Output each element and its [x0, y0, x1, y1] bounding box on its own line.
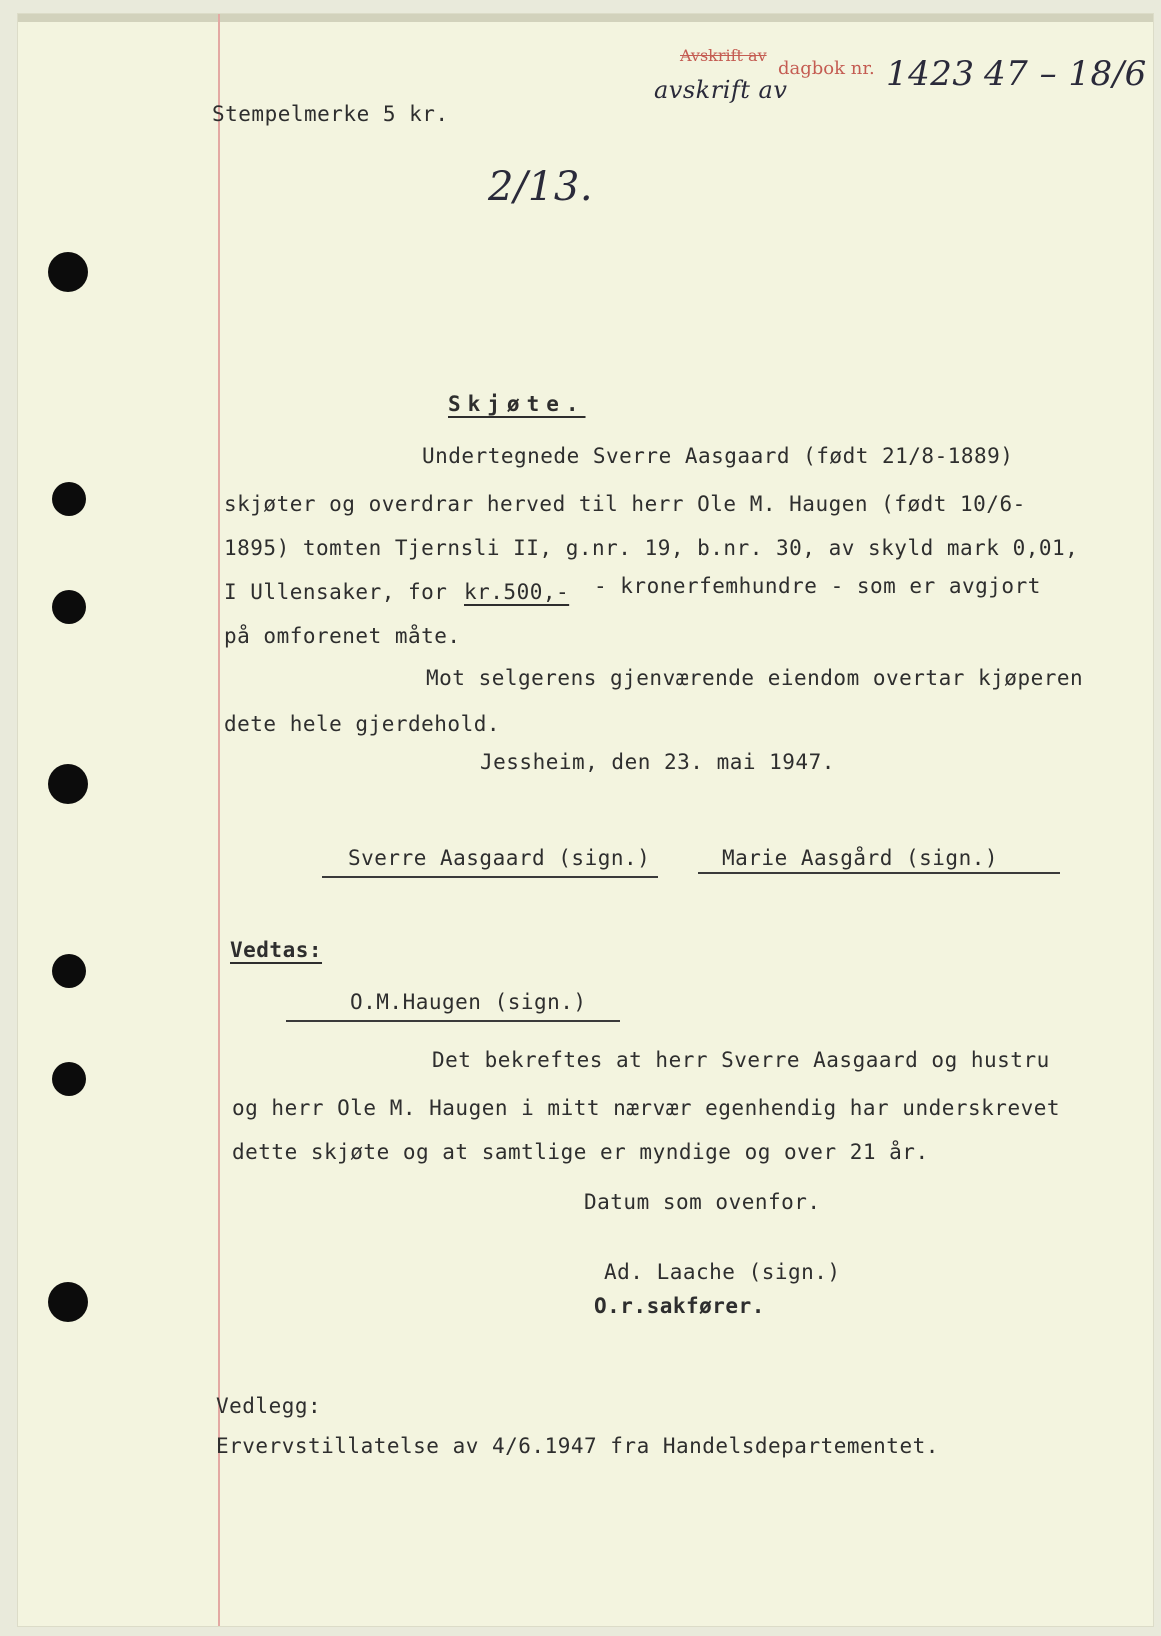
price-words: - kronerfemhundre - som er avgjort — [594, 574, 1041, 598]
witness-line-3: dette skjøte og at samtlige er myndige og over 21 år. — [232, 1140, 929, 1164]
witness-date: Datum som ovenfor. — [584, 1190, 821, 1214]
top-edge — [18, 14, 1153, 22]
signature-seller-2: Marie Aasgård (sign.) — [722, 846, 999, 870]
witness-line-2: og herr Ole M. Haugen i mitt nærvær egenhendig har underskrevet — [232, 1096, 1061, 1120]
handwritten-journal-year: 47 – 18/6 — [984, 54, 1147, 94]
signature-line-2 — [698, 872, 1060, 874]
margin-line — [218, 14, 220, 1626]
binder-hole-1 — [48, 252, 88, 292]
buyer-signature-line — [286, 1020, 620, 1022]
signature-line-1 — [322, 876, 658, 878]
body-line-6: Mot selgerens gjenværende eiendom overtar kjøperen — [426, 666, 1084, 690]
accepted-label: Vedtas: — [230, 938, 323, 962]
binder-hole-5 — [52, 954, 86, 988]
stamp-dagbok-label: dagbok nr. — [778, 58, 875, 79]
body-line-4: I Ullensaker, for — [224, 580, 448, 604]
folio-mark: 2/13. — [488, 164, 594, 210]
attachment-label: Vedlegg: — [216, 1394, 322, 1418]
price-amount: kr.500,- — [464, 580, 570, 604]
binder-hole-4 — [48, 764, 88, 804]
handwritten-avskrift: avskrift av — [654, 76, 788, 104]
body-line-7: dete hele gjerdehold. — [224, 712, 501, 736]
document-title: Skjøte. — [448, 392, 586, 416]
binder-hole-2 — [52, 482, 86, 516]
body-line-2: skjøter og overdrar herved til herr Ole M. Haugen (født 10/6- — [224, 492, 1026, 516]
place-date: Jessheim, den 23. mai 1947. — [480, 750, 835, 774]
stamp-duty-line: Stempelmerke 5 kr. — [212, 102, 449, 126]
body-line-1: Undertegnede Sverre Aasgaard (født 21/8-1889) — [422, 444, 1014, 468]
attachment-text: Ervervstillatelse av 4/6.1947 fra Handelsdepartementet. — [216, 1434, 939, 1458]
witness-name: Ad. Laache (sign.) — [604, 1260, 841, 1284]
binder-hole-6 — [52, 1062, 86, 1096]
body-line-5: på omforenet måte. — [224, 624, 461, 648]
binder-hole-3 — [52, 590, 86, 624]
handwritten-journal-number: 1423 — [886, 54, 975, 94]
witness-line-1: Det bekreftes at herr Sverre Aasgaard og hustru — [432, 1048, 1050, 1072]
binder-hole-7 — [48, 1282, 88, 1322]
stamp-struck-label: Avskrift av — [680, 46, 767, 65]
signature-seller-1: Sverre Aasgaard (sign.) — [348, 846, 651, 870]
document-page — [18, 14, 1153, 1626]
witness-title: O.r.sakfører. — [594, 1294, 765, 1318]
buyer-signature: O.M.Haugen (sign.) — [350, 990, 587, 1014]
body-line-3: 1895) tomten Tjernsli II, g.nr. 19, b.nr. 30, av skyld mark 0,01, — [224, 536, 1079, 560]
